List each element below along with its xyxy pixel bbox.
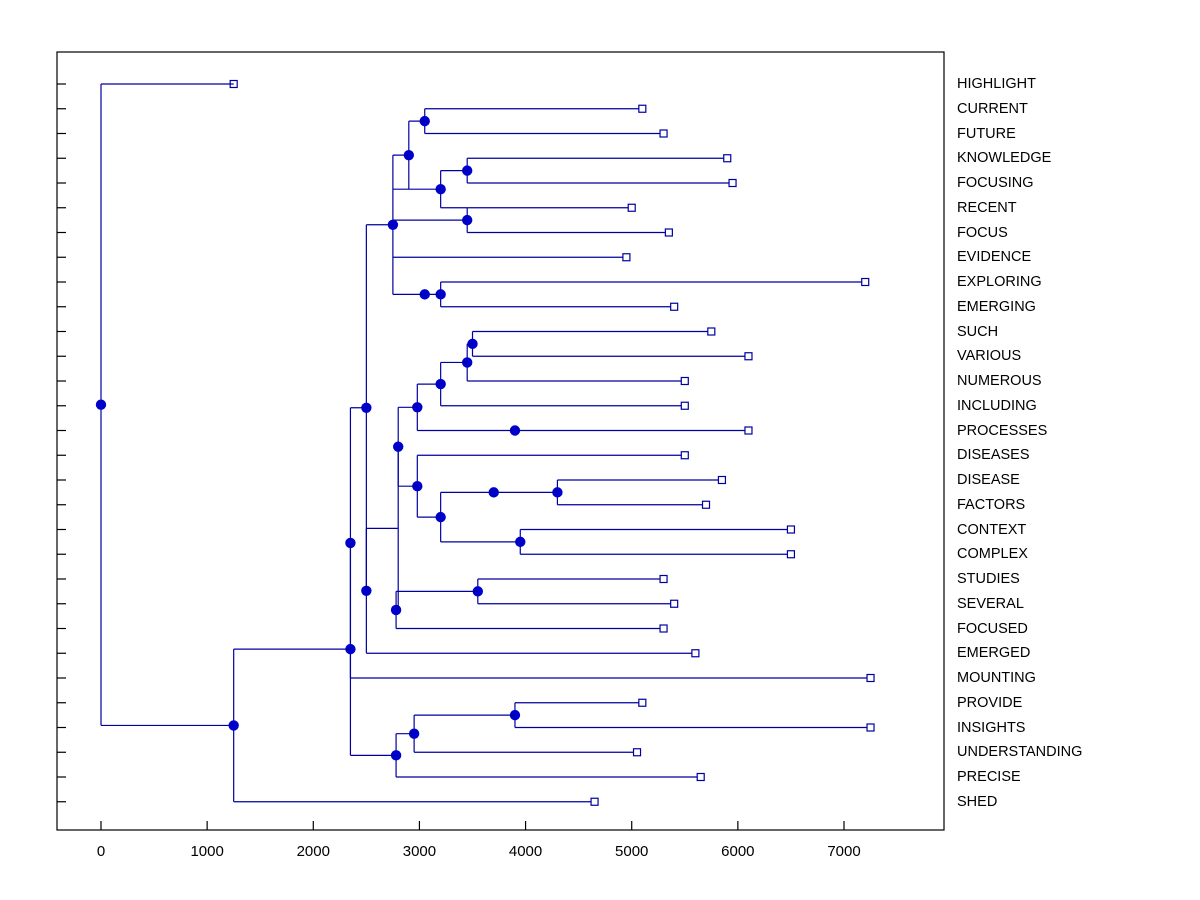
leaf-marker [681,452,688,459]
x-tick-label: 2000 [296,843,330,860]
leaf-label: SHED [957,793,998,810]
leaf-marker [634,749,641,756]
leaf-label: SUCH [957,323,999,340]
leaf-marker [867,675,874,682]
leaf-marker [628,204,635,211]
leaf-marker [862,279,869,286]
leaf-marker [787,551,794,558]
leaf-marker [660,576,667,583]
plot-frame [57,52,944,830]
leaf-label: VARIOUS [957,348,1022,365]
leaf-label: EMERGED [957,645,1031,662]
leaf-label: CONTEXT [957,521,1027,538]
leaf-marker [692,650,699,657]
leaf-label: FOCUSING [957,175,1034,191]
x-tick-label: 7000 [827,843,861,860]
leaf-marker [671,600,678,607]
leaf-marker [787,526,794,533]
merge-node [96,400,106,410]
leaf-label: FOCUSED [957,620,1028,637]
leaf-label: FACTORS [957,496,1026,513]
leaf-label: FUTURE [957,125,1016,142]
leaf-marker [703,501,710,508]
leaf-marker [724,155,731,162]
leaf-label: HIGHLIGHT [957,76,1036,92]
leaf-label: UNDERSTANDING [957,744,1083,761]
leaf-marker [623,254,630,261]
leaf-label: RECENT [957,199,1017,216]
leaf-label: COMPLEX [957,546,1028,563]
leaf-label: INCLUDING [957,397,1037,414]
leaf-label: CURRENT [957,100,1028,117]
leaf-marker [671,303,678,310]
leaf-marker [867,724,874,731]
x-tick-label: 0 [96,843,106,860]
leaf-label: DISEASES [957,447,1030,464]
leaf-marker [718,477,725,484]
leaf-marker [660,130,667,137]
x-tick-label: 1000 [190,843,224,860]
leaf-label: EVIDENCE [957,249,1032,266]
leaf-marker [708,328,715,335]
leaf-marker [639,699,646,706]
leaf-marker [591,798,598,805]
leaf-label: SEVERAL [957,595,1024,612]
x-tick-label: 6000 [721,843,755,860]
leaf-marker [665,229,672,236]
leaf-label: INSIGHTS [957,719,1026,736]
leaf-marker [660,625,667,632]
leaf-label: PROVIDE [957,694,1023,711]
leaf-marker [681,402,688,409]
leaf-label: DISEASE [957,472,1020,488]
leaf-label: EXPLORING [957,274,1042,290]
x-tick-label: 3000 [402,843,437,860]
leaf-label: NUMEROUS [957,373,1042,389]
leaf-label: KNOWLEDGE [957,150,1052,167]
leaf-marker [697,774,704,781]
leaf-label: PROCESSES [957,422,1048,439]
leaf-marker [745,427,752,434]
leaf-label: PRECISE [957,769,1021,785]
leaf-marker [729,180,736,187]
leaf-marker [639,105,646,112]
leaf-marker [745,353,752,360]
leaf-marker [681,378,688,385]
x-tick-label: 5000 [615,843,649,860]
leaf-label: FOCUS [957,224,1008,241]
x-tick-label: 4000 [508,843,543,860]
leaf-label: EMERGING [957,298,1036,315]
leaf-label: MOUNTING [957,670,1036,686]
leaf-label: STUDIES [957,571,1020,587]
